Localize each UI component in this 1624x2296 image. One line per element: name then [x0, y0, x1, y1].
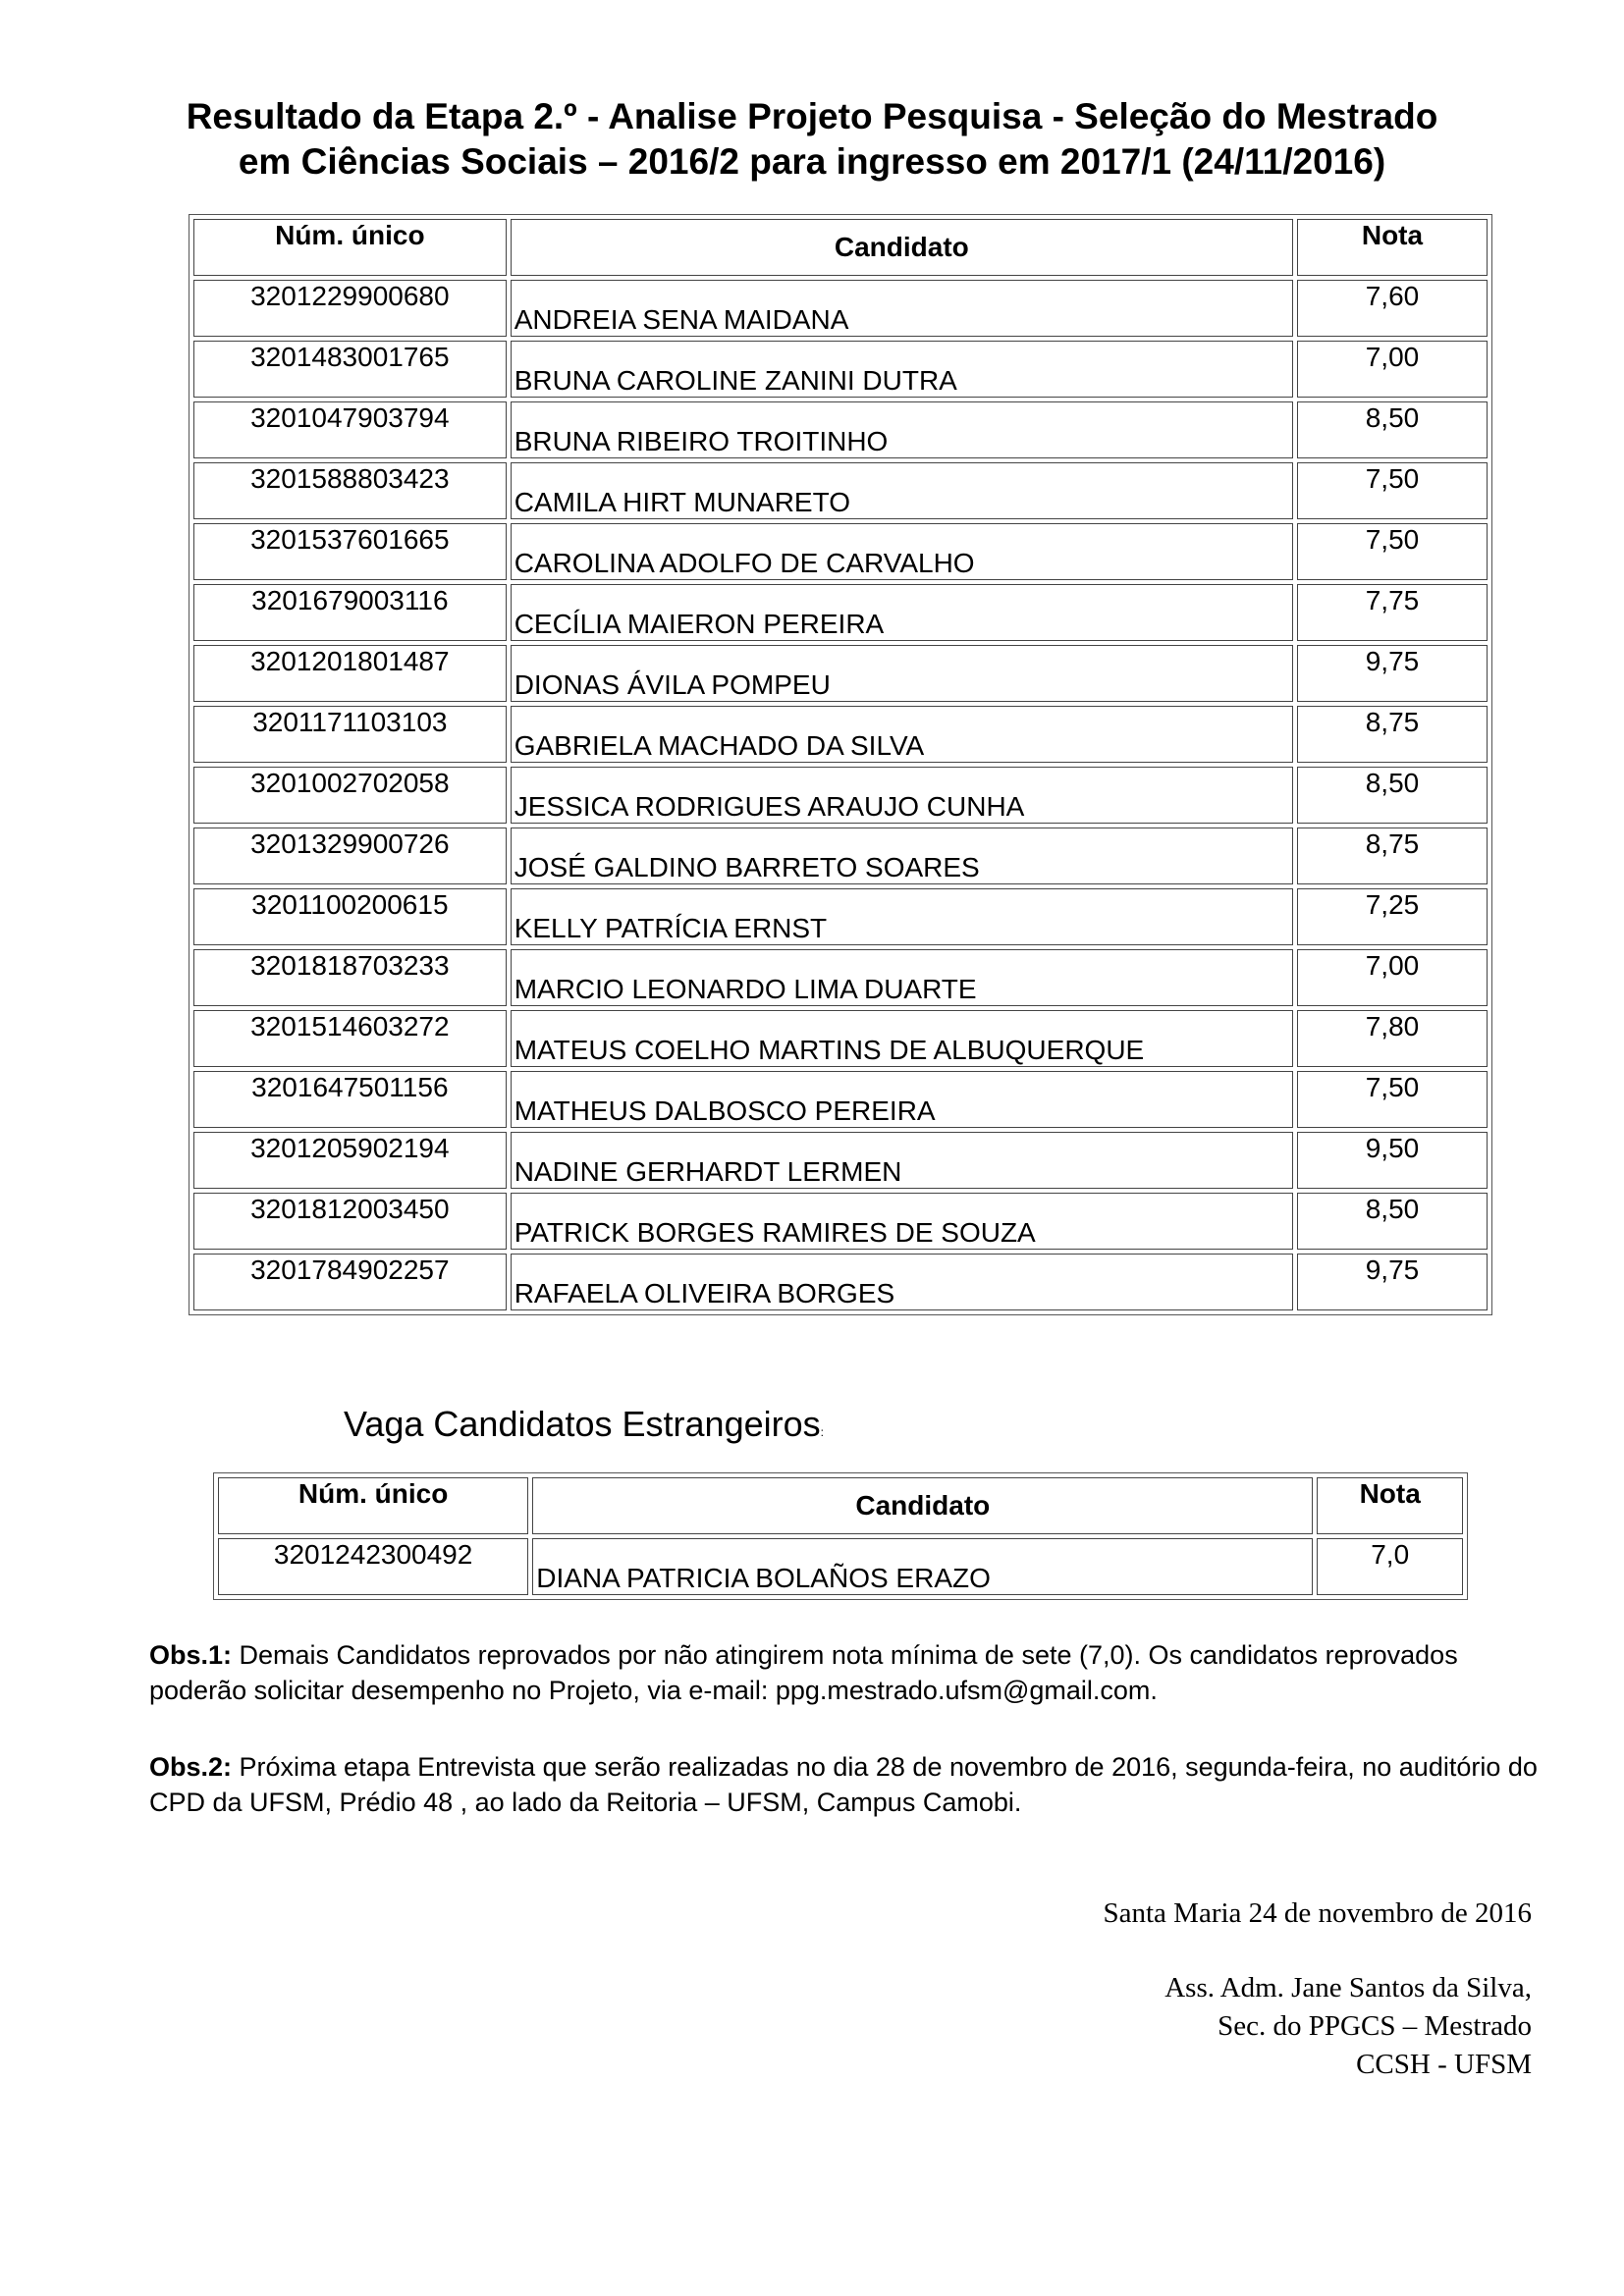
- cell-nota: 8,75: [1297, 706, 1488, 763]
- cell-candidato: MARCIO LEONARDO LIMA DUARTE: [511, 949, 1293, 1006]
- table-row: [193, 1254, 1488, 1310]
- obs1-text: Demais Candidatos reprovados por não atingirem nota mínima de sete (7,0). Os candidatos reprovados poderão solicitar desempenho no Projeto, via e-mail: ppg.mestrado.ufsm@gmail.com.: [149, 1640, 1458, 1705]
- foreign-section-heading: [344, 1404, 824, 1445]
- table-row: [193, 706, 1488, 763]
- cell-nota: 7,50: [1297, 462, 1488, 519]
- title-line-2: em Ciências Sociais – 2016/2 para ingresso em 2017/1 (24/11/2016): [238, 141, 1386, 182]
- table-row: [193, 949, 1488, 1006]
- cell-num-unico: 3201047903794: [193, 401, 507, 458]
- obs2-text: Próxima etapa Entrevista que serão realizadas no dia 28 de novembro de 2016, segunda-feira, no auditório do CPD da UFSM, Prédio 48 , ao lado da Reitoria – UFSM, Campus Camobi.: [149, 1752, 1538, 1817]
- cell-candidato: BRUNA RIBEIRO TROITINHO: [511, 401, 1293, 458]
- foreign-heading-text: Vaga Candidatos Estrangeiros: [344, 1404, 821, 1444]
- cell-num-unico: 3201514603272: [193, 1010, 507, 1067]
- cell-nota: 7,60: [1297, 280, 1488, 337]
- cell-candidato: CAROLINA ADOLFO DE CARVALHO: [511, 523, 1293, 580]
- cell-num-unico: 3201205902194: [193, 1132, 507, 1189]
- cell-num-unico: 3201784902257: [193, 1254, 507, 1310]
- header-row: [193, 219, 1488, 276]
- header-row: [218, 1477, 1463, 1534]
- cell-num-unico: 3201242300492: [218, 1538, 528, 1595]
- cell-candidato: CECÍLIA MAIERON PEREIRA: [511, 584, 1293, 641]
- observation-1: [149, 1637, 1543, 1708]
- table-row: [193, 401, 1488, 458]
- cell-num-unico: 3201229900680: [193, 280, 507, 337]
- signature-line: CCSH - UFSM: [1356, 2049, 1532, 2080]
- cell-nota: 7,50: [1297, 523, 1488, 580]
- cell-nota: 7,50: [1297, 1071, 1488, 1128]
- cell-nota: 9,50: [1297, 1132, 1488, 1189]
- table-row: [193, 888, 1488, 945]
- header-num-unico: Núm. único: [218, 1477, 528, 1534]
- cell-num-unico: 3201002702058: [193, 767, 507, 824]
- table-row: [193, 1071, 1488, 1128]
- cell-candidato: PATRICK BORGES RAMIRES DE SOUZA: [511, 1193, 1293, 1250]
- obs1-label: Obs.1:: [149, 1640, 233, 1670]
- cell-nota: 9,75: [1297, 1254, 1488, 1310]
- table-row: [193, 767, 1488, 824]
- cell-candidato: JOSÉ GALDINO BARRETO SOARES: [511, 828, 1293, 884]
- cell-candidato: CAMILA HIRT MUNARETO: [511, 462, 1293, 519]
- table-row: [193, 828, 1488, 884]
- header-candidato: Candidato: [511, 219, 1293, 276]
- signature-block: [1164, 1969, 1532, 2084]
- signature-line: Sec. do PPGCS – Mestrado: [1218, 2010, 1532, 2042]
- cell-nota: 7,25: [1297, 888, 1488, 945]
- table-row: [193, 1193, 1488, 1250]
- cell-num-unico: 3201679003116: [193, 584, 507, 641]
- cell-candidato: RAFAELA OLIVEIRA BORGES: [511, 1254, 1293, 1310]
- cell-candidato: GABRIELA MACHADO DA SILVA: [511, 706, 1293, 763]
- table-row: [193, 1132, 1488, 1189]
- cell-num-unico: 3201100200615: [193, 888, 507, 945]
- page-title: [0, 94, 1624, 185]
- cell-candidato: ANDREIA SENA MAIDANA: [511, 280, 1293, 337]
- cell-nota: 7,80: [1297, 1010, 1488, 1067]
- cell-nota: 8,75: [1297, 828, 1488, 884]
- table-row: [193, 645, 1488, 702]
- cell-nota: 8,50: [1297, 1193, 1488, 1250]
- cell-nota: 7,00: [1297, 949, 1488, 1006]
- title-line-1: Resultado da Etapa 2.º - Analise Projeto Pesquisa - Seleção do Mestrado: [186, 96, 1438, 136]
- observation-2: [149, 1749, 1543, 1820]
- signature-date: Santa Maria 24 de novembro de 2016: [1103, 1897, 1532, 1929]
- table-row: [193, 280, 1488, 337]
- header-candidato: Candidato: [532, 1477, 1313, 1534]
- cell-num-unico: 3201647501156: [193, 1071, 507, 1128]
- cell-num-unico: 3201171103103: [193, 706, 507, 763]
- signature-line: Ass. Adm. Jane Santos da Silva,: [1164, 1972, 1532, 2003]
- table-row: [193, 523, 1488, 580]
- cell-num-unico: 3201537601665: [193, 523, 507, 580]
- cell-num-unico: 3201201801487: [193, 645, 507, 702]
- cell-nota: 8,50: [1297, 767, 1488, 824]
- table-row: [193, 462, 1488, 519]
- cell-candidato: MATEUS COELHO MARTINS DE ALBUQUERQUE: [511, 1010, 1293, 1067]
- header-num-unico: Núm. único: [193, 219, 507, 276]
- cell-candidato: NADINE GERHARDT LERMEN: [511, 1132, 1293, 1189]
- cell-candidato: BRUNA CAROLINE ZANINI DUTRA: [511, 341, 1293, 398]
- cell-num-unico: 3201812003450: [193, 1193, 507, 1250]
- cell-candidato: DIANA PATRICIA BOLAÑOS ERAZO: [532, 1538, 1313, 1595]
- table-row: [218, 1538, 1463, 1595]
- obs2-label: Obs.2:: [149, 1752, 233, 1782]
- table-row: [193, 584, 1488, 641]
- cell-candidato: DIONAS ÁVILA POMPEU: [511, 645, 1293, 702]
- foreign-results-table: [213, 1472, 1468, 1600]
- header-nota: Nota: [1297, 219, 1488, 276]
- header-nota: Nota: [1317, 1477, 1463, 1534]
- cell-nota: 7,0: [1317, 1538, 1463, 1595]
- cell-nota: 7,00: [1297, 341, 1488, 398]
- cell-candidato: MATHEUS DALBOSCO PEREIRA: [511, 1071, 1293, 1128]
- cell-nota: 8,50: [1297, 401, 1488, 458]
- cell-candidato: KELLY PATRÍCIA ERNST: [511, 888, 1293, 945]
- cell-num-unico: 3201329900726: [193, 828, 507, 884]
- cell-candidato: JESSICA RODRIGUES ARAUJO CUNHA: [511, 767, 1293, 824]
- table-row: [193, 341, 1488, 398]
- table-row: [193, 1010, 1488, 1067]
- cell-num-unico: 3201483001765: [193, 341, 507, 398]
- cell-nota: 7,75: [1297, 584, 1488, 641]
- cell-num-unico: 3201588803423: [193, 462, 507, 519]
- foreign-heading-colon: :: [820, 1425, 824, 1439]
- cell-nota: 9,75: [1297, 645, 1488, 702]
- results-table: [189, 214, 1492, 1315]
- cell-num-unico: 3201818703233: [193, 949, 507, 1006]
